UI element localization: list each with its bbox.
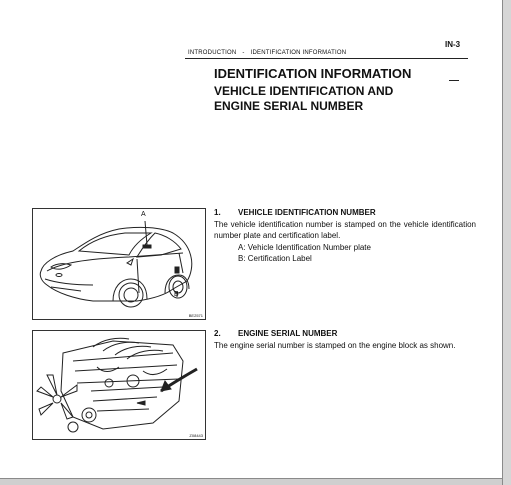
section-2-title: ENGINE SERIAL NUMBER [238, 329, 338, 338]
vehicle-illustration [33, 209, 206, 320]
breadcrumb-topic: IDENTIFICATION INFORMATION [250, 50, 347, 56]
page-number: IN-3 [445, 40, 461, 49]
section-1-body: The vehicle identification number is stamped on the vehicle identification number plate and certification label. [214, 219, 476, 240]
title-rule-mark [449, 80, 459, 81]
section-1-heading [214, 207, 476, 219]
subtitle-line-2: ENGINE SERIAL NUMBER [214, 99, 364, 113]
section-vehicle-identification [214, 207, 476, 265]
section-1-item-a: A: Vehicle Identification Number plate [238, 242, 371, 252]
figure-label-b: B [174, 291, 179, 298]
breadcrumb [188, 50, 346, 56]
window-right-edge [502, 0, 511, 485]
section-1-number: 1. [214, 208, 221, 217]
header-rule [185, 58, 468, 59]
section-1-item-b: B: Certification Label [238, 254, 312, 263]
section-2-number: 2. [214, 329, 221, 338]
figure-label-a: A [141, 211, 146, 218]
breadcrumb-section: INTRODUCTION [188, 50, 237, 56]
window-bottom-edge [0, 478, 502, 485]
page-title: IDENTIFICATION INFORMATION [214, 66, 412, 81]
figure-code: BE2571 [188, 313, 203, 318]
page-subtitle [214, 84, 393, 114]
engine-figure [32, 330, 206, 440]
figure-code: Z08443 [189, 433, 203, 438]
section-1-title: VEHICLE IDENTIFICATION NUMBER [238, 208, 376, 217]
vehicle-figure [32, 208, 206, 320]
engine-illustration [33, 331, 206, 440]
breadcrumb-separator: - [242, 50, 245, 56]
section-2-heading [214, 328, 476, 340]
section-2-body: The engine serial number is stamped on the engine block as shown. [214, 340, 456, 350]
subtitle-line-1: VEHICLE IDENTIFICATION AND [214, 84, 394, 98]
section-engine-serial [214, 328, 476, 351]
